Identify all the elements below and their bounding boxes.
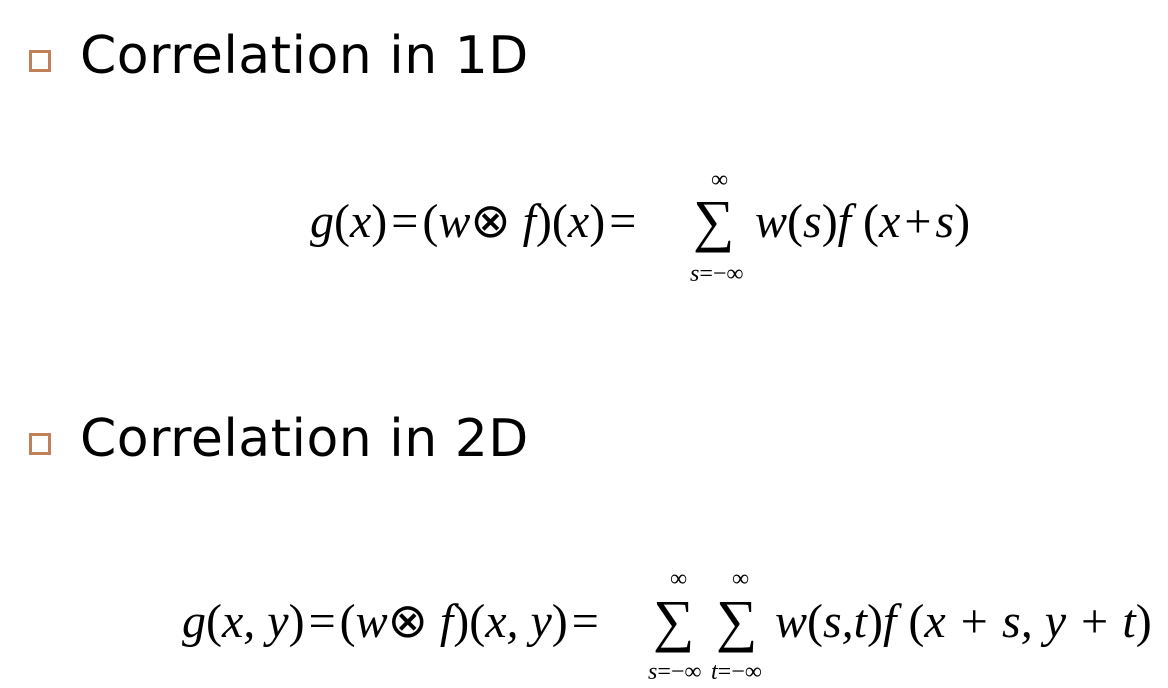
- equation-2d-lhs: g(x, y)=(w⊗ f)(x, y)=: [182, 595, 599, 648]
- arg-x2: x: [567, 195, 590, 248]
- sum2-lower-limit: t=−∞: [711, 659, 762, 685]
- square-bullet-icon: [29, 433, 51, 455]
- equation-1d-rhs: w(s)f (x+s): [755, 195, 971, 248]
- square-bullet-icon: [29, 50, 51, 72]
- summation-icon: ∑: [653, 588, 695, 653]
- equation-2d-rhs: w(s,t)f (x + s, y + t): [775, 595, 1152, 648]
- summation-icon: ∑: [693, 188, 735, 253]
- func-g: g: [310, 195, 334, 248]
- correlation-operator-icon: ⊗: [387, 595, 428, 648]
- sum-upper-limit: ∞: [711, 167, 729, 193]
- sum-lower-limit: s=−∞: [690, 261, 744, 287]
- equation-1d-lhs: g(x)=(w⊗ f)(x)=: [310, 195, 637, 248]
- sum1-upper-limit: ∞: [670, 566, 688, 592]
- image-f: f: [522, 195, 536, 248]
- correlation-operator-icon: ⊗: [470, 195, 511, 248]
- arg-x: x: [349, 195, 372, 248]
- heading-correlation-1d: Correlation in 1D: [80, 26, 529, 86]
- kernel-w: w: [438, 195, 471, 248]
- sum2-upper-limit: ∞: [732, 566, 750, 592]
- sum1-lower-limit: s=−∞: [648, 659, 702, 685]
- heading-correlation-2d: Correlation in 2D: [80, 409, 529, 469]
- summation-icon: ∑: [716, 588, 758, 653]
